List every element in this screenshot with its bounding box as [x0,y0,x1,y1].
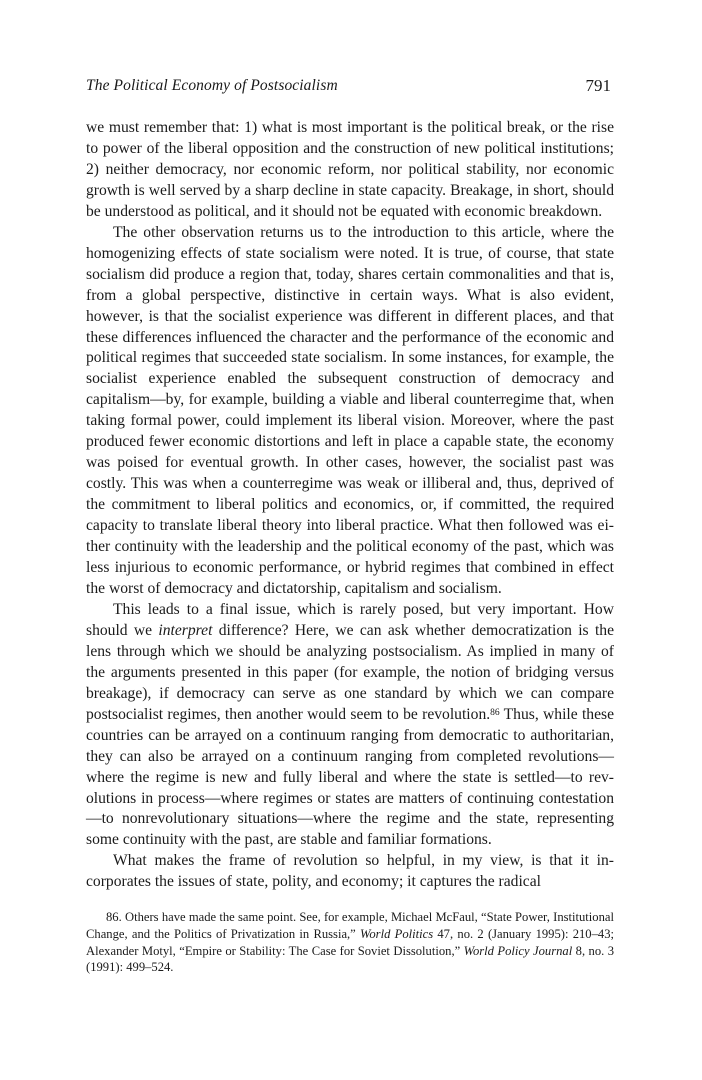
emphasis-interpret: interpret [158,621,213,639]
journal-title: World Policy Journal [463,943,573,958]
running-title: The Political Economy of Postsocialism [86,77,338,94]
footnote-text: 47, no. 2 (January 1995): 210–43; Alexander Motyl, “Empire or Stability: The Case for Soviet Dissolution,” [86,926,614,958]
footnote-text: Others have made the same point. See, for example, Michael McFaul, “State Power, Institutional Change, and the Politics of Privatization in Russia,” [86,910,614,941]
footnote-number: 86. [106,910,122,924]
paragraph-continued: we must remember that: 1) what is most important is the political break, or the rise to power of the liberal opposition and the construction of new political institutions; 2) neither democracy, nor economic reform, nor political stability, nor economic growth is well served by a sharp decline in state capacity. Breakage, in short, should be understood as political, and it should not be equated with economic breakdown. [86,119,614,220]
text-segment: Thus, while these countries can be arrayed on a continuum ranging from democratic to authoritarian, they can also be arrayed on a continuum ranging from completed revolutions—where the regime is new and fully liberal and where the state is settled—to revolutions in process—where regimes or states are matters of continuing contestation—to nonrevolutionary situations—where the regime and the state, representing some continuity with the past, are stable and familiar formations. [86,705,614,849]
text-segment: difference? Here, we can ask whether democratization is the lens through which we should be analyzing postsocialism. As implied in many of the arguments presented in this paper (for example, the notion of bridging versus breakage), if democracy can serve as one standard by which we can compare postsocialist regimes, then another would seem to be revolution. [86,621,614,723]
paragraph-other-observation: The other observation returns us to the introduction to this article, where the homogenizing effects of state socialism were noted. It is true, of course, that state socialism did produce a region that, today, shares certain commonalities and that is, from a global perspective, distinctive in certain ways. What is also evident, however, is that the socialist experience was different in different places, and that these differences influenced the character and the performance of the economic and political regimes that succeeded state socialism. In some instances, for example, the socialist experience enabled the subsequent construction of democracy and capitalism—by, for example, building a viable and liberal counterregime that, when taking formal power, could implement its liberal vision. Moreover, where the past produced fewer economic distortions and left in place a capable state, the economy was poised for eventual growth. In other cases, however, the socialist past was costly. This was when a counterregime was weak or illiberal and, thus, deprived of the commitment to liberal politics and economics, or, if committed, the required capacity to translate liberal theory into liberal practice. What then followed was either continuity with the leadership and the political economy of the past, which was less injurious to economic performance, or hybrid regimes that combined in effect the worst of democracy and dictatorship, capitalism and socialism. [86,223,614,597]
paragraph-final-issue [86,600,614,851]
footnote-text: 8, no. 3 (1991): 499–524. [86,943,615,975]
body-text [86,118,614,893]
running-header [86,77,611,101]
footnote-ref-86[interactable]: 86 [490,707,500,718]
footnote-86 [86,909,614,976]
page-number: 791 [585,76,611,95]
text-segment: This leads to a final issue, which is rarely posed, but very important. How should we [86,600,614,639]
paragraph-frame-of-revolution: What makes the frame of revolution so helpful, in my view, is that it incorporates the issues of state, polity, and economy; it captures the radical [86,852,614,891]
footnotes [86,909,614,976]
journal-title: World Politics [360,926,434,941]
